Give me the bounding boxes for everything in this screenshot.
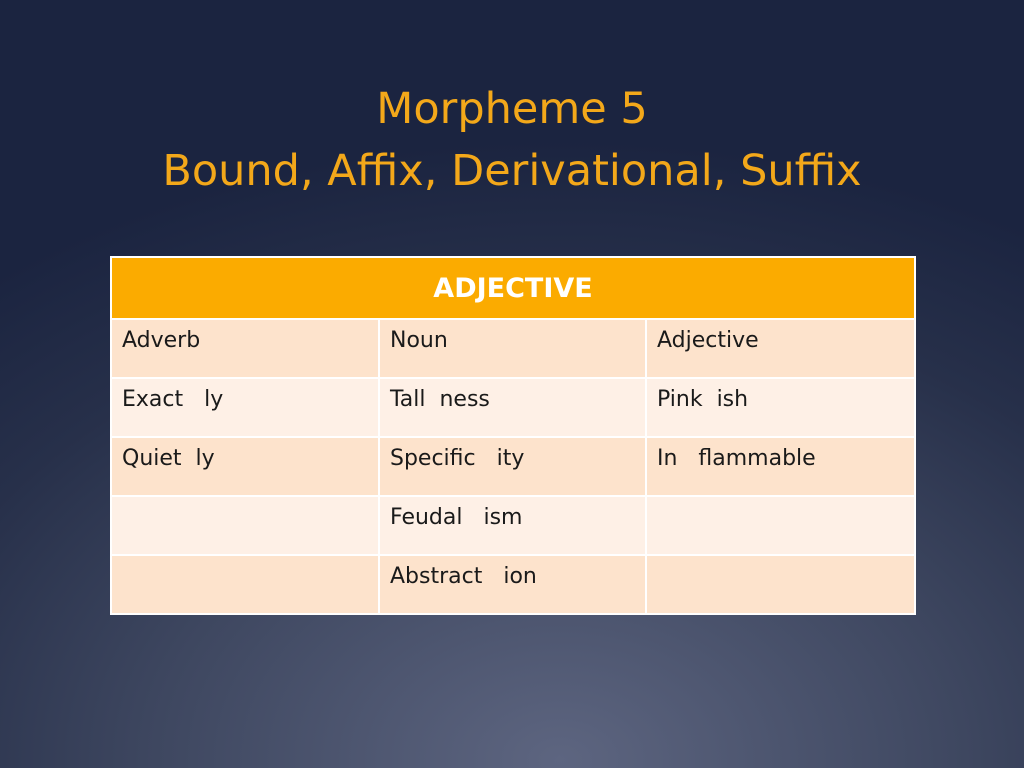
table-cell: Adverb: [111, 319, 379, 378]
table-row: [111, 378, 915, 437]
table-cell: Tall ness: [379, 378, 646, 437]
morpheme-table: [110, 256, 916, 615]
table-row: [111, 496, 915, 555]
table-cell: Exact ly: [111, 378, 379, 437]
table-cell: Pink ish: [646, 378, 915, 437]
table-cell: [111, 496, 379, 555]
title-line-2: Bound, Affix, Derivational, Suffix: [162, 146, 862, 196]
table-row: [111, 555, 915, 614]
table-row: [111, 437, 915, 496]
table-cell: [646, 555, 915, 614]
table-cell: Abstract ion: [379, 555, 646, 614]
title-line-1: Morpheme 5: [376, 84, 648, 134]
table-cell: Noun: [379, 319, 646, 378]
slide-title: [0, 78, 1024, 202]
table-cell: Specific ity: [379, 437, 646, 496]
table-row: [111, 319, 915, 378]
table-cell: [111, 555, 379, 614]
table-cell: Feudal ism: [379, 496, 646, 555]
table-cell: In flammable: [646, 437, 915, 496]
table-cell: [646, 496, 915, 555]
table-header: ADJECTIVE: [111, 257, 915, 319]
table-cell: Adjective: [646, 319, 915, 378]
table-cell: Quiet ly: [111, 437, 379, 496]
table-header-row: [111, 257, 915, 319]
